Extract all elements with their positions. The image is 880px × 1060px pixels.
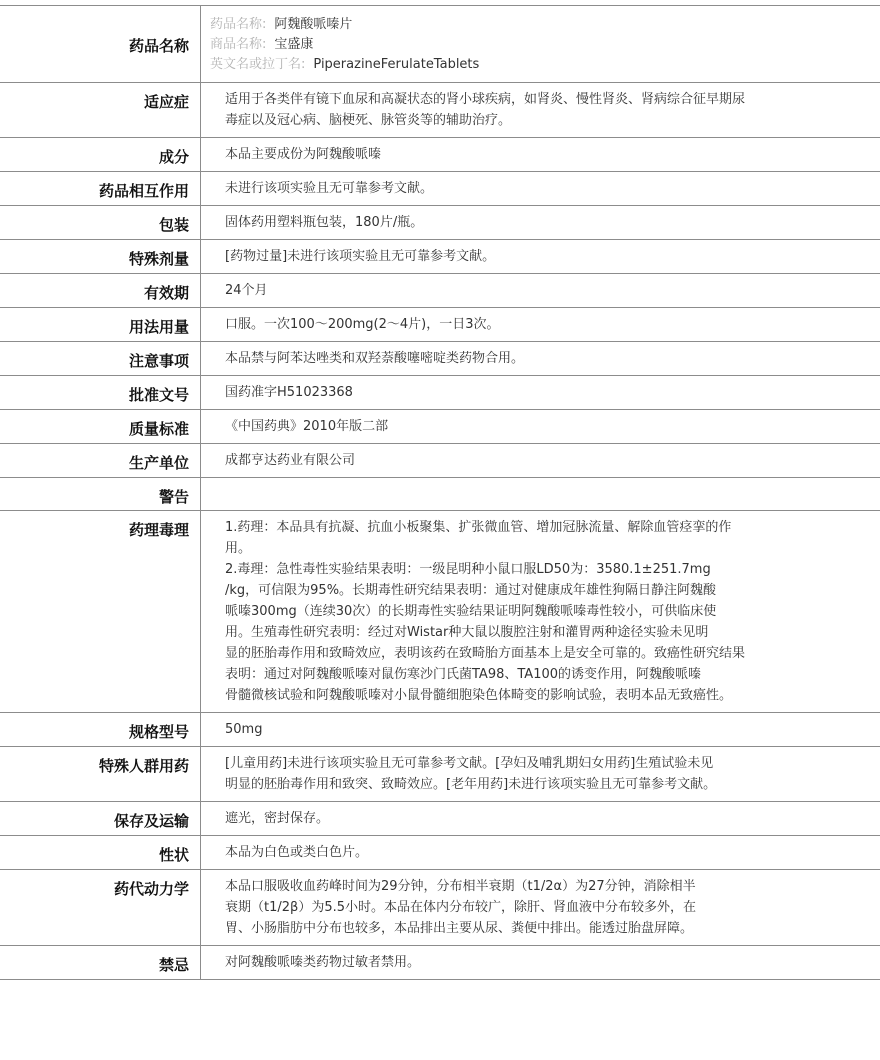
- row-label: 警告: [0, 478, 201, 510]
- english-name-line: [210, 55, 870, 75]
- table-row: [0, 802, 880, 836]
- table-row: [0, 342, 880, 376]
- row-value: 对阿魏酸哌嗪类药物过敏者禁用。: [225, 955, 421, 970]
- row-value: 本品为白色或类白色片。: [225, 845, 369, 860]
- table-row: [0, 240, 880, 274]
- table-row: [0, 410, 880, 444]
- drug-name-values: [201, 6, 880, 82]
- row-drug-name: [0, 6, 880, 83]
- row-value: 《中国药典》2010年版二部: [225, 419, 389, 434]
- table-row: [0, 83, 880, 138]
- row-value: 本品主要成份为阿魏酸哌嗪: [225, 147, 382, 162]
- row-value: 口服。一次100～200mg(2～4片)，一日3次。: [225, 317, 500, 332]
- row-value: 遮光，密封保存。: [225, 811, 330, 826]
- trade-name-key: 商品名称:: [210, 37, 267, 52]
- table-row: [0, 870, 880, 946]
- english-name-key: 英文名或拉丁名:: [210, 57, 306, 72]
- table-row: [0, 511, 880, 713]
- row-value: [药物过量]未进行该项实验且无可靠参考文献。: [225, 249, 496, 264]
- table-row: [0, 138, 880, 172]
- row-label: 有效期: [0, 274, 201, 307]
- info-rows: [0, 83, 880, 980]
- row-label: 适应症: [0, 83, 201, 137]
- row-label: 注意事项: [0, 342, 201, 375]
- row-label: 禁忌: [0, 946, 201, 979]
- row-value: 固体药用塑料瓶包装，180片/瓶。: [225, 215, 424, 230]
- row-label: 保存及运输: [0, 802, 201, 835]
- table-row: [0, 836, 880, 870]
- row-label: 用法用量: [0, 308, 201, 341]
- table-row: [0, 946, 880, 980]
- table-row: [0, 274, 880, 308]
- row-value: [儿童用药]未进行该项实验且无可靠参考文献。[孕妇及哺乳期妇女用药]生殖试验未见 明显的胚胎毒作用和致突、致畸效应。[老年用药]未进行该项实验且无可靠参考文献。: [225, 756, 717, 792]
- generic-name-value: 阿魏酸哌嗪片: [274, 17, 353, 32]
- table-row: [0, 206, 880, 240]
- row-label: 包装: [0, 206, 201, 239]
- row-label: 药理毒理: [0, 511, 201, 712]
- row-value: 适用于各类伴有镜下血尿和高凝状态的肾小球疾病，如肾炎、慢性肾炎、肾病综合征早期尿 毒症以及冠心病、脑梗死、脉管炎等的辅助治疗。: [225, 92, 746, 128]
- row-value: 国药准字H51023368: [225, 385, 353, 400]
- row-label: 特殊剂量: [0, 240, 201, 273]
- table-row: [0, 747, 880, 802]
- row-label: 特殊人群用药: [0, 747, 201, 801]
- row-value: 本品禁与阿苯达唑类和双羟萘酸噻嘧啶类药物合用。: [225, 351, 525, 366]
- row-label: 质量标准: [0, 410, 201, 443]
- row-value: 本品口服吸收血药峰时间为29分钟，分布相半衰期（t1/2α）为27分钟，消除相半 衰期（t1/2β）为5.5小时。本品在体内分布较广，除肝、肾血液中分布较多外，在 胃、小肠脂肪中分布也较多，本品排出主要从尿、粪便中排出。能透过胎盘屏障。: [225, 879, 696, 936]
- table-row: [0, 172, 880, 206]
- row-label: 药品名称: [0, 6, 201, 82]
- row-label: 药代动力学: [0, 870, 201, 945]
- trade-name-line: [210, 35, 870, 55]
- table-row: [0, 713, 880, 747]
- row-value: 未进行该项实验且无可靠参考文献。: [225, 181, 434, 196]
- trade-name-value: 宝盛康: [274, 37, 314, 52]
- row-label: 生产单位: [0, 444, 201, 477]
- table-row: [0, 478, 880, 511]
- row-label: 规格型号: [0, 713, 201, 746]
- drug-info-table: [0, 5, 880, 980]
- row-value: 50mg: [225, 722, 263, 737]
- row-value: 成都亨达药业有限公司: [225, 453, 356, 468]
- english-name-value: PiperazineFerulateTablets: [313, 57, 480, 72]
- row-value: [201, 478, 880, 510]
- row-label: 批准文号: [0, 376, 201, 409]
- row-label: 药品相互作用: [0, 172, 201, 205]
- generic-name-key: 药品名称:: [210, 17, 267, 32]
- table-row: [0, 444, 880, 478]
- generic-name-line: [210, 15, 870, 35]
- row-value: 1.药理：本品具有抗凝、抗血小板聚集、扩张微血管、增加冠脉流量、解除血管痉挛的作 用。 2.毒理：急性毒性实验结果表明：一级昆明种小鼠口服LD50为：3580.1±251.7mg /kg，可信限为95%。长期毒性研究结果表明：通过对健康成年雄性狗隔日静注阿魏酸 哌嗪300mg（连续30次）的长期毒性实验结果证明阿魏酸哌嗪毒性较小，可供临床使 用。生殖毒性研究表明：经过对Wistar种大鼠以腹腔注射和灌胃两种途径实验未见明 显的胚胎毒作用和致畸效应，表明该药在致畸胎方面基本上是安全可靠的。致癌性研究结果 表明：通过对阿魏酸哌嗪对鼠伤寒沙门氏菌TA98、TA100的诱变作用，阿魏酸哌嗪 骨髓微核试验和阿魏酸哌嗪对小鼠骨髓细胞染色体畸变的影响试验，表明本品无致癌性。: [225, 520, 746, 703]
- table-row: [0, 308, 880, 342]
- row-label: 成分: [0, 138, 201, 171]
- table-row: [0, 376, 880, 410]
- row-value: 24个月: [225, 283, 268, 298]
- row-label: 性状: [0, 836, 201, 869]
